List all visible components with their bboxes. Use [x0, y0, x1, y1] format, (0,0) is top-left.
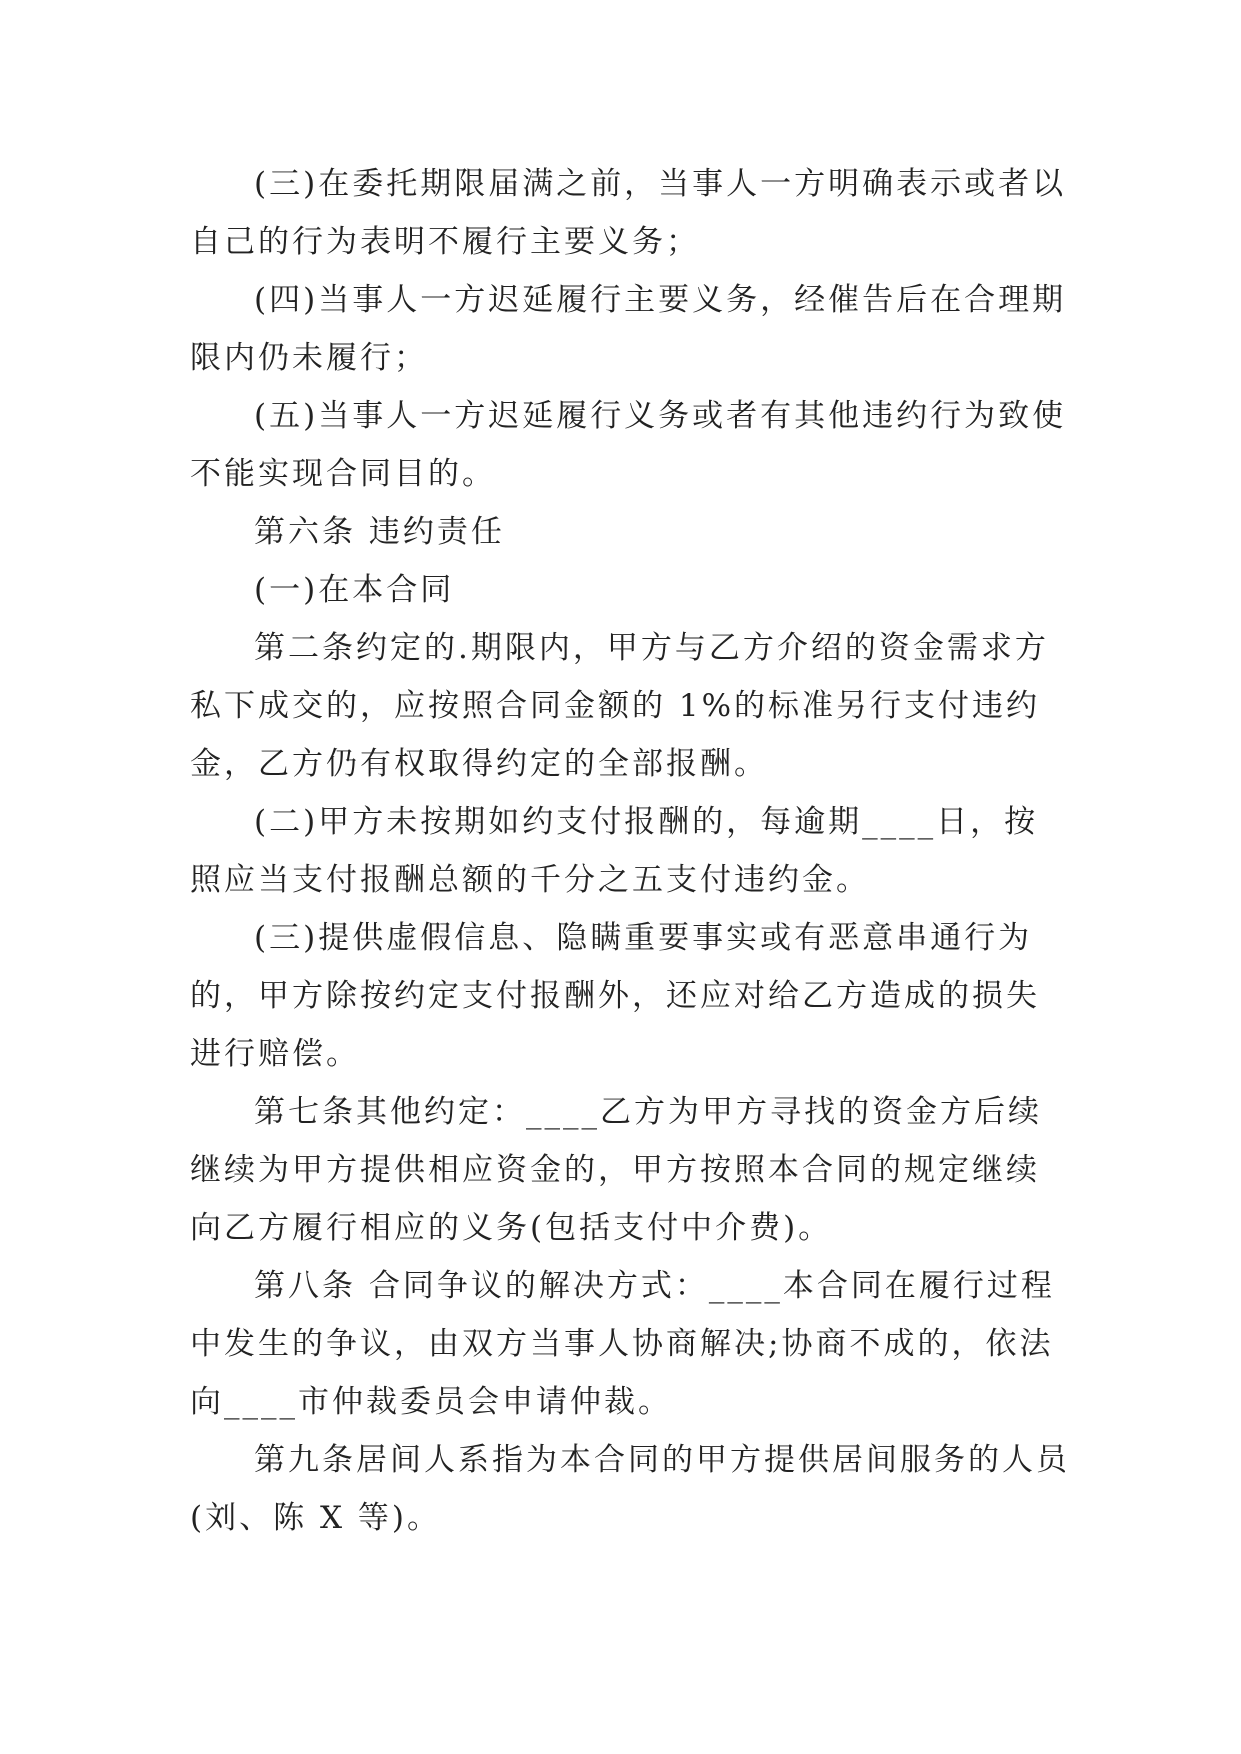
clause-paragraph: 第八条 合同争议的解决方式：____本合同在履行过程中发生的争议，由双方当事人协商解决;协商不成的，依法向____市仲裁委员会申请仲裁。	[190, 1268, 1055, 1420]
clause-paragraph: (一)在本合同	[254, 572, 455, 608]
document-body	[190, 155, 1070, 1547]
clause-paragraph: 第九条居间人系指为本合同的甲方提供居间服务的人员(刘、陈 X 等)。	[190, 1442, 1070, 1536]
clause-paragraph: (三)提供虚假信息、隐瞒重要事实或有恶意串通行为的，甲方除按约定支付报酬外，还应对给乙方造成的损失进行赔偿。	[190, 920, 1040, 1072]
clause-paragraph: (四)当事人一方迟延履行主要义务，经催告后在合理期限内仍未履行；	[190, 282, 1067, 376]
clause-paragraph: 第七条其他约定：____乙方为甲方寻找的资金方后续继续为甲方提供相应资金的，甲方按照本合同的规定继续向乙方履行相应的义务(包括支付中介费)。	[190, 1094, 1042, 1246]
clause-paragraph: (三)在委托期限届满之前，当事人一方明确表示或者以自己的行为表明不履行主要义务；	[190, 166, 1067, 260]
clause-paragraph: (五)当事人一方迟延履行义务或者有其他违约行为致使不能实现合同目的。	[190, 398, 1067, 492]
clause-paragraph: 第二条约定的.期限内，甲方与乙方介绍的资金需求方私下成交的，应按照合同金额的 1%的标准另行支付违约金，乙方仍有权取得约定的全部报酬。	[190, 630, 1049, 782]
section-heading: 第六条 违约责任	[254, 514, 505, 550]
clause-paragraph: (二)甲方未按期如约支付报酬的，每逾期____日，按照应当支付报酬总额的千分之五支付违约金。	[190, 804, 1039, 898]
